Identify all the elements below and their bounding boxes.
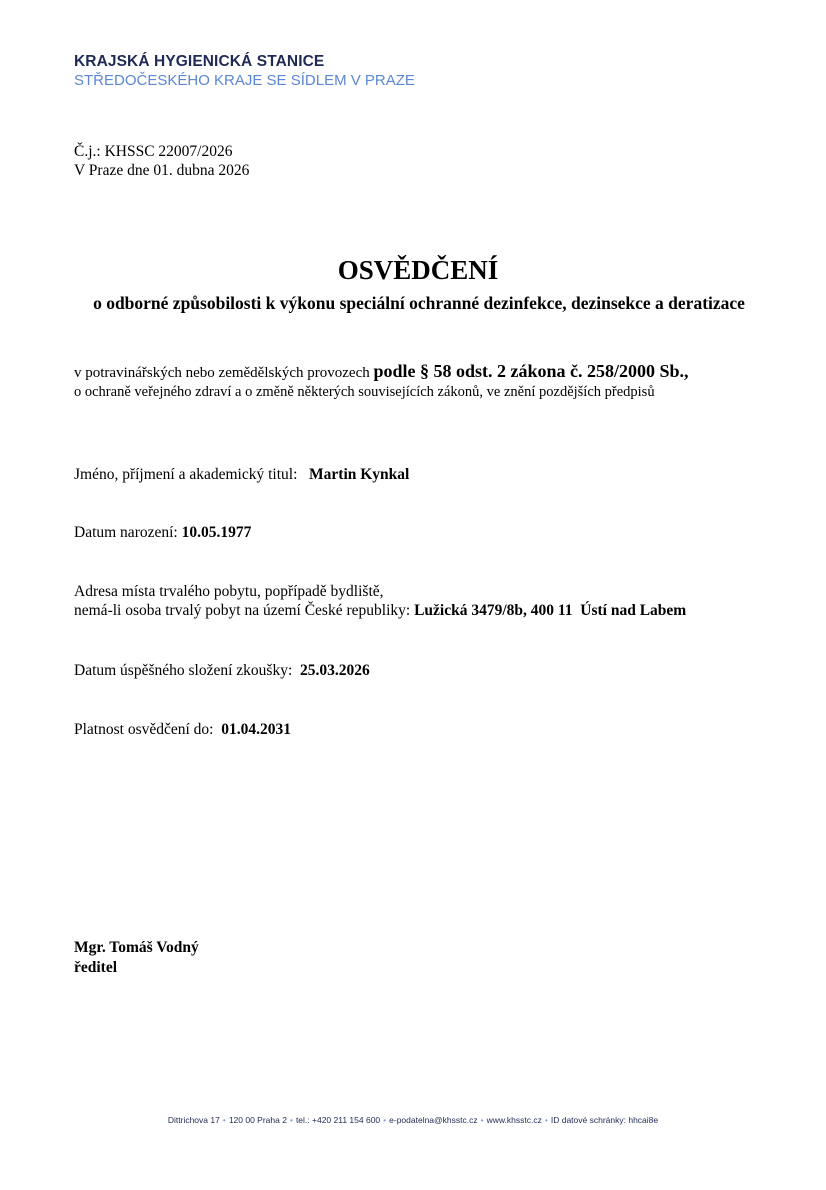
org-name: KRAJSKÁ HYGIENICKÁ STANICE: [74, 53, 325, 70]
footer-phone: tel.: +420 211 154 600: [295, 1115, 381, 1125]
field-birth-date-value: 10.05.1977: [181, 524, 252, 541]
footer-separator: •: [544, 1115, 548, 1125]
footer-website-link[interactable]: www.khsstc.cz: [486, 1115, 542, 1125]
field-valid-until: [74, 720, 291, 739]
signature-block: [74, 938, 199, 978]
field-name-value: Martin Kynkal: [309, 466, 410, 483]
footer-separator: •: [480, 1115, 484, 1125]
letterhead: [74, 52, 432, 90]
org-region: STŘEDOČESKÉHO KRAJE SE SÍDLEM V PRAZE: [74, 72, 415, 89]
footer-email-link[interactable]: e-podatelna@khsstc.cz: [389, 1115, 478, 1125]
field-valid-until-value: 01.04.2031: [221, 721, 291, 738]
field-exam-date-value: 25.03.2026: [300, 662, 370, 679]
field-address-label-2: nemá-li osoba trvalý pobyt na území České republiky:: [74, 602, 411, 619]
footer-address: Dittrichova 17: [167, 1115, 220, 1125]
document-subtitle: o odborné způsobilosti k výkonu speciální ochranné dezinfekce, dezinsekce a deratizace: [93, 293, 745, 313]
footer-separator: •: [383, 1115, 387, 1125]
field-address-value: Lužická 3479/8b, 400 11 Ústí nad Labem: [414, 602, 687, 619]
field-birth-date: [74, 523, 251, 542]
footer-postal: 120 00 Praha 2: [228, 1115, 287, 1125]
signatory-name: Mgr. Tomáš Vodný: [74, 939, 199, 956]
footer-data-box-id: ID datové schránky: hhcai8e: [550, 1115, 659, 1125]
legal-line-1: [74, 362, 689, 383]
legal-reference: podle § 58 odst. 2 zákona č. 258/2000 Sb.,: [373, 361, 689, 381]
field-address: [74, 582, 686, 620]
case-number: Č.j.: KHSSC 22007/2026: [74, 143, 233, 160]
footer-contact: [0, 1115, 826, 1125]
field-address-label-1: Adresa místa trvalého pobytu, popřípadě bydliště,: [74, 583, 384, 600]
place-date: V Praze dne 01. dubna 2026: [74, 162, 250, 179]
field-valid-until-label: Platnost osvědčení do:: [74, 721, 214, 738]
field-name: [74, 465, 409, 484]
legal-prefix: v potravinářských nebo zemědělských provozech: [74, 365, 374, 381]
field-birth-date-label: Datum narození:: [74, 524, 178, 541]
reference-block: [74, 142, 249, 180]
legal-line-2: o ochraně veřejného zdraví a o změně některých souvisejících zákonů, ve znění pozdějších předpisů: [74, 384, 655, 400]
field-exam-date-label: Datum úspěšného složení zkoušky:: [74, 662, 293, 679]
footer-separator: •: [289, 1115, 293, 1125]
document-title: OSVĚDČENÍ: [337, 255, 499, 285]
signatory-role: ředitel: [74, 959, 118, 976]
legal-basis: [74, 362, 689, 402]
footer-separator: •: [222, 1115, 226, 1125]
field-exam-date: [74, 661, 370, 680]
field-name-label: Jméno, příjmení a akademický titul:: [74, 466, 298, 483]
